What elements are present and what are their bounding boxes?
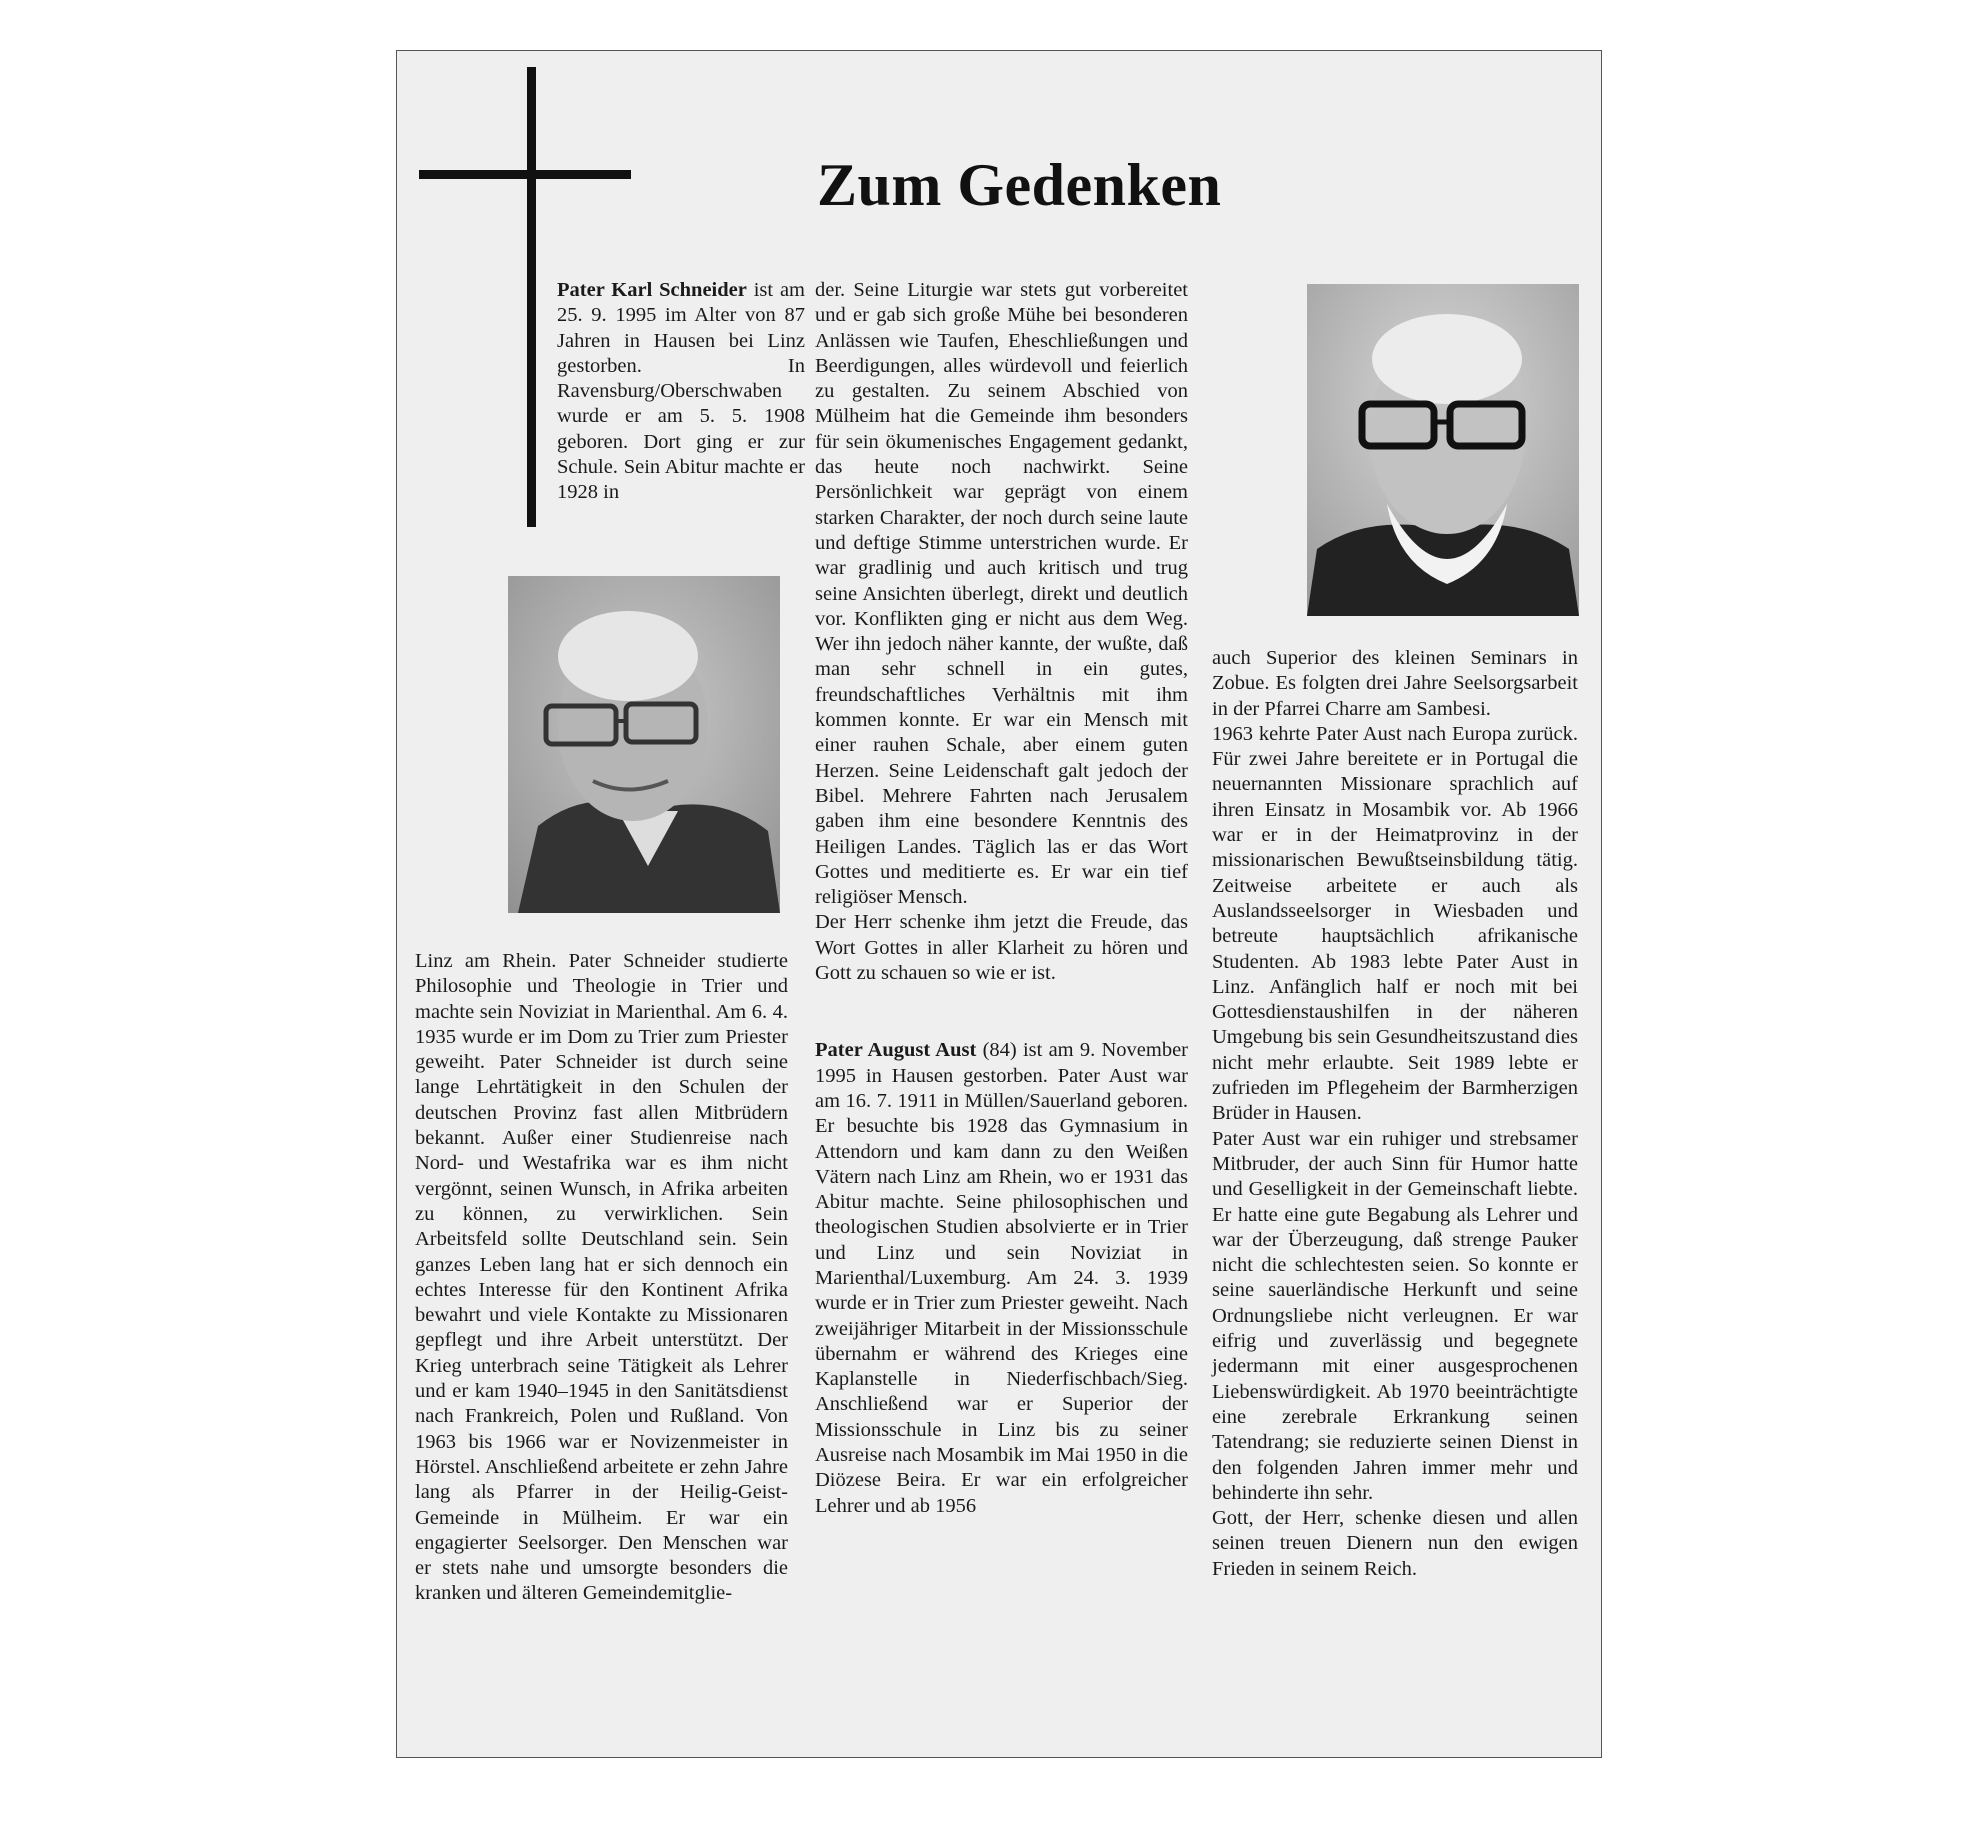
schneider-photo: [508, 576, 780, 913]
right-column: [1212, 646, 1578, 1582]
aust-name: Pater August Aust: [815, 1039, 977, 1062]
schneider-continuation: Linz am Rhein. Pater Schneider studierte Philosophie und Theologie in Trier und machte sein Noviziat in Marienthal. Am 6. 4. 1935 wurde er im Dom zu Trier zum Priester geweiht. Pater Schneider ist durch seine lange Lehrtätigkeit in den Schulen der deutschen Provinz fast allen Mitbrüdern bekannt. Außer einer Studienreise nach Nord- und Westafrika war es ihm nicht vergönnt, seinen Wunsch, in Afrika arbeiten zu können, zu verwirklichen. Sein Arbeitsfeld sollte Deutschland sein. Sein ganzes Leben lang hat er sich dennoch ein echtes Interesse für den Kontinent Afrika bewahrt und viele Kontakte zu Missionaren gepflegt und ihre Arbeit unterstützt. Der Krieg unterbrach seine Tätigkeit als Lehrer und er kam 1940–1945 in den Sanitätsdienst nach Frankreich, Polen und Rußland. Von 1963 bis 1966 war er Novizenmeister in Hörstel. Anschließend arbeitete er zehn Jahre lang als Pfarrer in der Heilig-Geist-Gemeinde in Mülheim. Er war ein engagierter Seelsorger. Den Menschen war er stets nahe und umsorgte besonders die kranken und älteren Gemeindemitglie-: [415, 950, 788, 1605]
schneider-intro: [557, 278, 805, 506]
cross-icon-horizontal: [419, 170, 631, 179]
aust-intro-text: (84) ist am 9. November 1995 in Hausen gestorben. Pater Aust war am 16. 7. 1911 in Müllen/Sauerland geboren. Er besuchte bis 1928 das Gymnasium in Attendorn und kam dann zu den Weißen Vätern nach Linz am Rhein, wo er 1931 das Abitur machte. Seine philosophischen und theologischen Studien absolvierte er in Trier und Linz und sein Noviziat in Marienthal/Luxemburg. Am 24. 3. 1939 wurde er in Trier zum Priester geweiht. Nach zweijähriger Mitarbeit in der Missionsschule übernahm er während des Krieges eine Kaplanstelle in Niederfischbach/Sieg. Anschließend war er Superior der Missionsschule in Linz bis zu seiner Ausreise nach Mosambik im Mai 1950 in die Diözese Beira. Er war ein erfolgreicher Lehrer und ab 1956: [815, 1039, 1189, 1517]
obituary-page: [396, 50, 1602, 1758]
page-title: Zum Gedenken: [817, 152, 1222, 218]
aust-paragraph-2: 1963 kehrte Pater Aust nach Europa zurück. Für zwei Jahre bereitete er in Portugal die neuernannten Missionare sprachlich auf ihren Einsatz in Mosambik vor. Ab 1966 war er in der Heimatprovinz in der missionarischen Bewußtseinsbildung tätig. Zeitweise arbeitete er auch als Auslandsseelsorger in Wiesbaden und betreute hauptsächlich afrikanische Studenten. Ab 1983 lebte Pater Aust in Linz. Anfänglich half er noch mit bei Gottesdienstaushilfen in der näheren Umgebung bis sein Gesundheitszustand dies nicht mehr erlaubte. Seit 1989 lebte er zufrieden im Pflegeheim der Barmherzigen Brüder in Hausen.: [1212, 722, 1578, 1125]
schneider-middle-text: der. Seine Liturgie war stets gut vorbereitet und er gab sich große Mühe bei besonderen Anlässen wie Taufen, Eheschließungen und Beerdigungen, alles würdevoll und feierlich zu gestalten. Zu seinem Abschied von Mülheim hat die Gemeinde ihm besonders für sein ökumenisches Engagement gedankt, das heute noch nachwirkt. Seine Persönlichkeit war geprägt von einem starken Charakter, der noch durch seine laute und deftige Stimme unterstrichen wurde. Er war gradlinig und auch kritisch und trug seine Ansichten überlegt, direkt und deutlich vor. Konflikten ging er nicht aus dem Weg. Wer ihn jedoch näher kannte, der wußte, daß man sehr schnell in ein gutes, freundschaftliches Verhältnis mit ihm kommen konnte. Er war ein Mensch mit einer rauhen Schale, aber einem guten Herzen. Seine Leidenschaft galt jedoch der Bibel. Mehrere Fahrten nach Jerusalem gaben ihm eine besondere Kenntnis des Heiligen Landes. Täglich las er das Wort Gottes und meditierte es. Er war ein tief religiöser Mensch.: [815, 279, 1188, 909]
schneider-portrait-icon: [508, 576, 780, 913]
aust-paragraph-1: auch Superior des kleinen Seminars in Zobue. Es folgten drei Jahre Seelsorgsarbeit in der Pfarrei Charre am Sambesi.: [1212, 647, 1578, 720]
cross-icon-vertical: [527, 67, 536, 527]
aust-photo: [1307, 284, 1579, 616]
schneider-closing: Der Herr schenke ihm jetzt die Freude, das Wort Gottes in aller Klarheit zu hören und Gott zu schauen so wie er ist.: [815, 911, 1188, 985]
aust-paragraph-3: Pater Aust war ein ruhiger und strebsamer Mitbruder, der auch Sinn für Humor hatte und Geselligkeit in der Gemeinschaft liebte. Er hatte eine gute Begabung als Lehrer und war der Überzeugung, daß strenge Pauker nicht die schlechtesten seien. So konnte er seine sauerländische Herkunft und seine Ordnungsliebe nicht verleugnen. Er war eifrig und zuverlässig und begegnete jedermann mit einer ausgesprochenen Liebenswürdigkeit. Ab 1970 beeinträchtigte eine zerebrale Erkrankung seinen Tatendrang; sie reduzierte seinen Dienst in den folgenden Jahren immer mehr und behinderte ihn sehr.: [1212, 1127, 1578, 1504]
schneider-name: Pater Karl Schneider: [557, 279, 747, 301]
middle-column: [815, 278, 1188, 1519]
aust-paragraph-4: Gott, der Herr, schenke diesen und allen seinen treuen Dienern nun den ewigen Frieden in seinem Reich.: [1212, 1507, 1578, 1580]
aust-portrait-icon: [1307, 284, 1579, 616]
aust-intro: [815, 1038, 1188, 1519]
schneider-intro-text: ist am 25. 9. 1995 im Alter von 87 Jahren in Hausen bei Linz gestorben. In Ravensburg/Oberschwaben wurde er am 5. 5. 1908 geboren. Dort ging er zur Schule. Sein Abitur machte er 1928 in: [557, 279, 805, 504]
